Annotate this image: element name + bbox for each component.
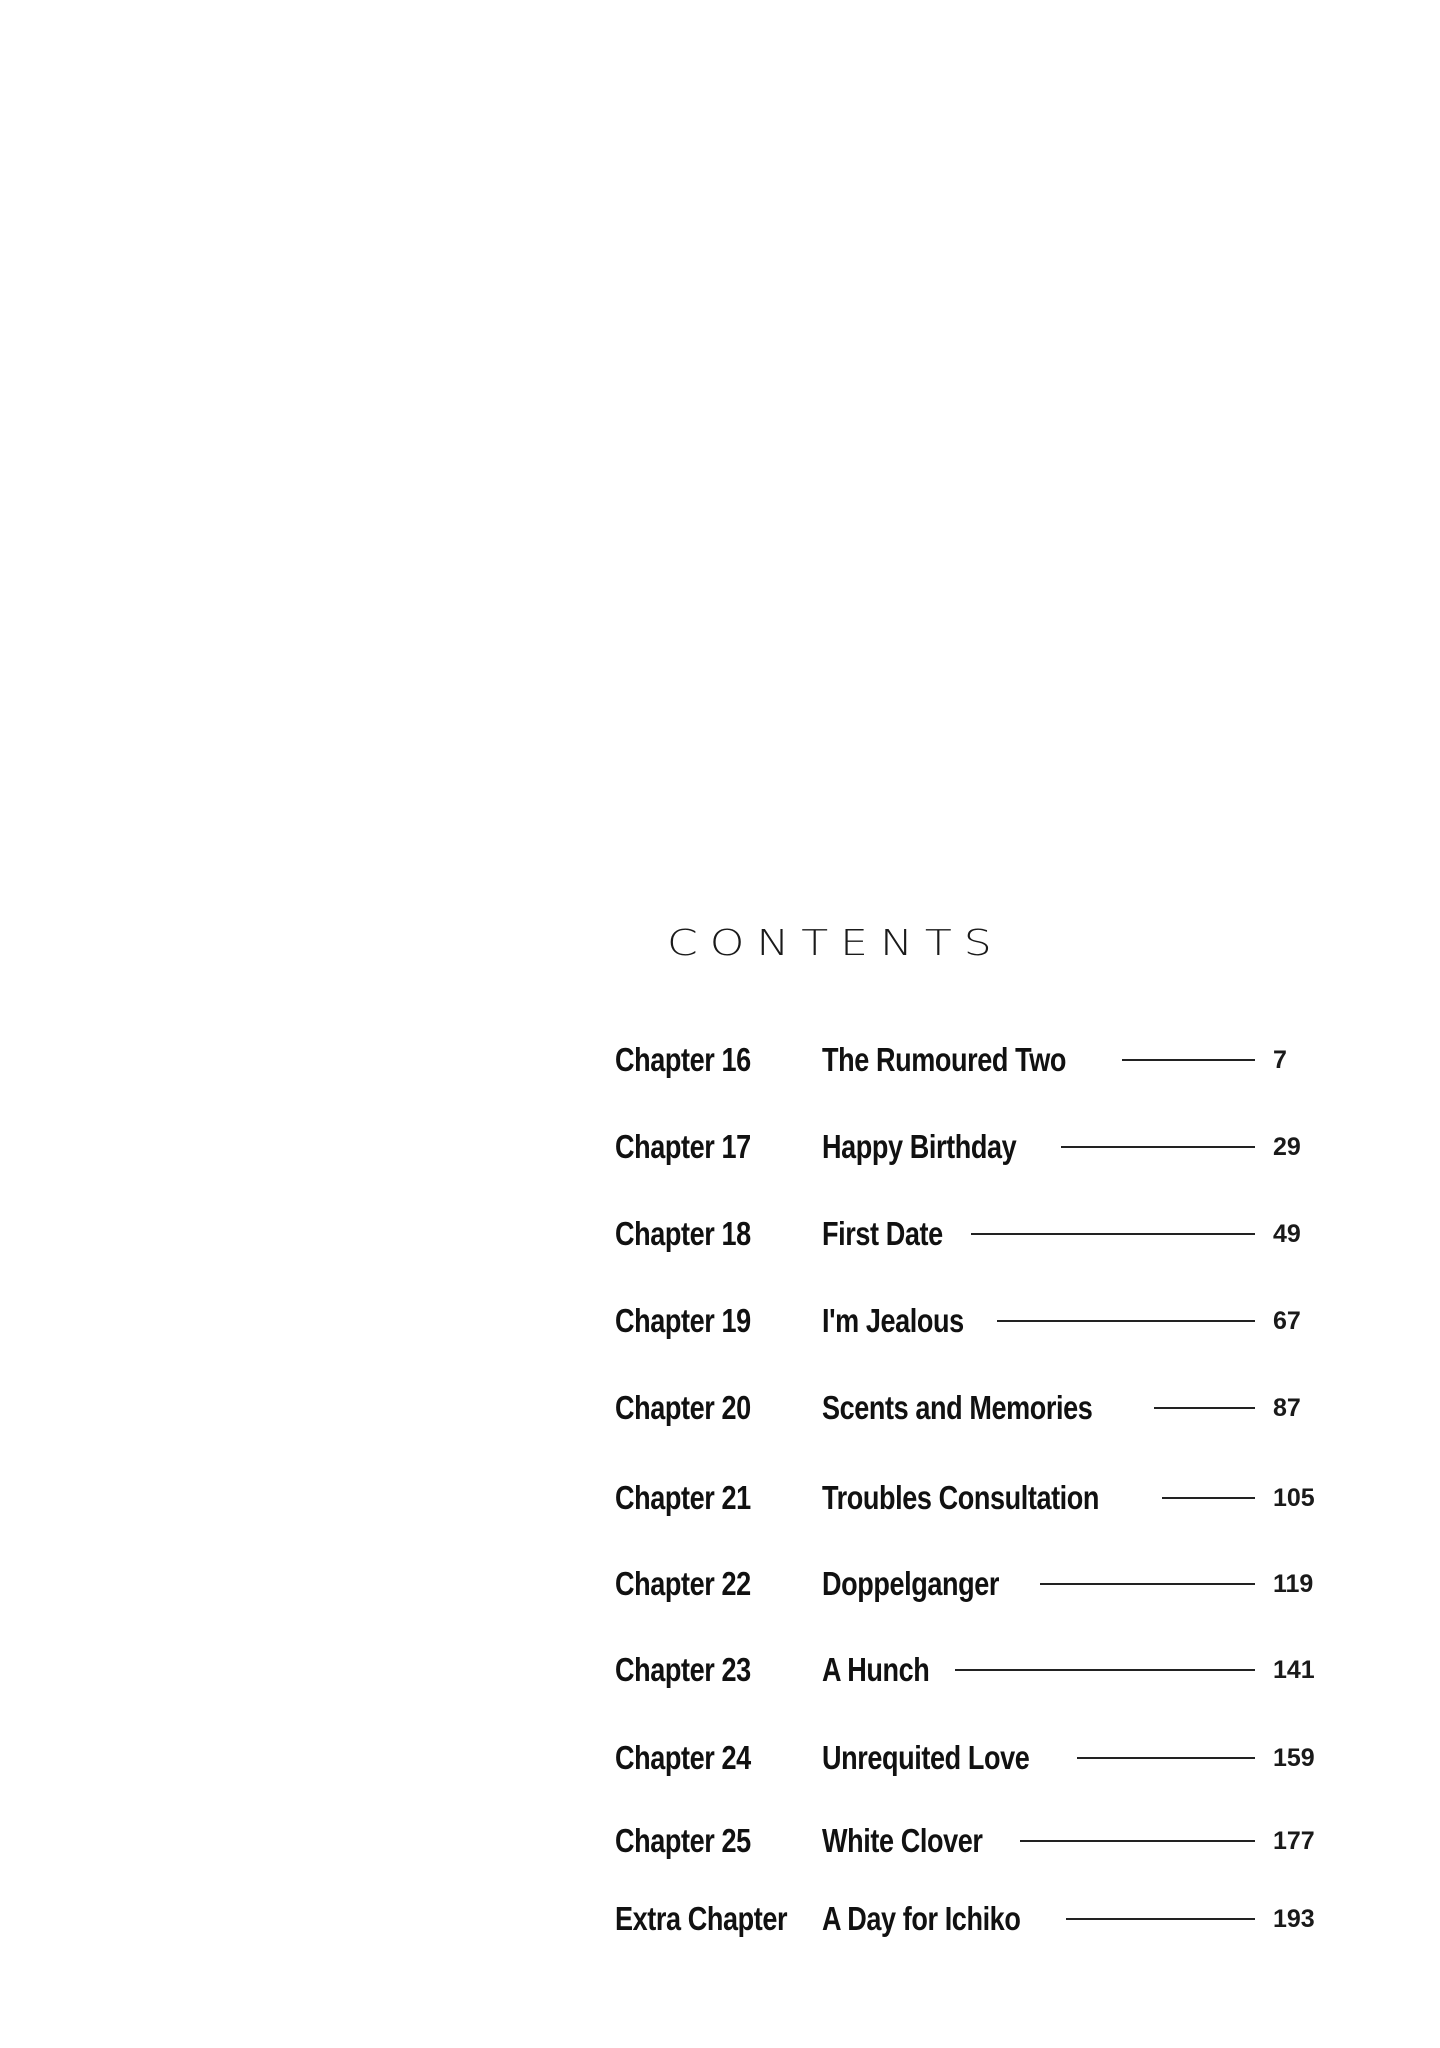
- leader-line: [1066, 1918, 1255, 1920]
- leader-line: [1162, 1497, 1255, 1499]
- chapter-number: Extra Chapter: [615, 1900, 788, 1937]
- chapter-number: Chapter 17: [615, 1128, 751, 1165]
- leader-line: [1061, 1146, 1255, 1148]
- leader-line: [955, 1669, 1255, 1671]
- page-number: 119: [1273, 1569, 1314, 1598]
- leader-line: [971, 1233, 1255, 1235]
- page-number: 29: [1273, 1132, 1301, 1161]
- chapter-title: Happy Birthday: [822, 1128, 1017, 1165]
- toc-entry[interactable]: [615, 1889, 1335, 1949]
- page-number: 105: [1273, 1483, 1315, 1512]
- page-number: 177: [1273, 1826, 1315, 1855]
- chapter-title: I'm Jealous: [822, 1302, 964, 1339]
- toc-entry[interactable]: [615, 1117, 1335, 1177]
- toc-entry[interactable]: [615, 1378, 1335, 1438]
- chapter-title: Scents and Memories: [822, 1389, 1093, 1426]
- page-number: 193: [1273, 1904, 1315, 1933]
- page-number: 141: [1273, 1655, 1315, 1684]
- toc-entry[interactable]: [615, 1291, 1335, 1351]
- contents-heading: CONTENTS: [667, 922, 1004, 964]
- chapter-title: Unrequited Love: [822, 1739, 1030, 1776]
- leader-line: [997, 1320, 1255, 1322]
- chapter-number: Chapter 23: [615, 1651, 751, 1688]
- toc-entry[interactable]: [615, 1728, 1335, 1788]
- toc-entry[interactable]: [615, 1640, 1335, 1700]
- toc-entry[interactable]: [615, 1554, 1335, 1614]
- chapter-number: Chapter 19: [615, 1302, 751, 1339]
- toc-entry[interactable]: [615, 1468, 1335, 1528]
- leader-line: [1154, 1407, 1255, 1409]
- chapter-title: A Day for Ichiko: [822, 1900, 1021, 1937]
- chapter-title: First Date: [822, 1215, 943, 1252]
- page-number: 49: [1273, 1219, 1301, 1248]
- leader-line: [1122, 1059, 1255, 1061]
- chapter-title: Doppelganger: [822, 1565, 1000, 1602]
- page-number: 159: [1273, 1743, 1315, 1772]
- page-number: 7: [1273, 1045, 1287, 1074]
- chapter-title: A Hunch: [822, 1651, 930, 1688]
- table-of-contents: [615, 1030, 1335, 1950]
- page-number: 87: [1273, 1393, 1301, 1422]
- chapter-number: Chapter 21: [615, 1479, 751, 1516]
- chapter-number: Chapter 16: [615, 1041, 751, 1078]
- leader-line: [1077, 1757, 1255, 1759]
- chapter-title: The Rumoured Two: [822, 1041, 1066, 1078]
- toc-entry[interactable]: [615, 1204, 1335, 1264]
- chapter-number: Chapter 20: [615, 1389, 751, 1426]
- chapter-number: Chapter 24: [615, 1739, 751, 1776]
- chapter-number: Chapter 18: [615, 1215, 751, 1252]
- toc-entry[interactable]: [615, 1030, 1335, 1090]
- page-number: 67: [1273, 1306, 1301, 1335]
- chapter-number: Chapter 25: [615, 1822, 751, 1859]
- toc-entry[interactable]: [615, 1811, 1335, 1871]
- leader-line: [1040, 1583, 1255, 1585]
- leader-line: [1020, 1840, 1255, 1842]
- chapter-title: White Clover: [822, 1822, 983, 1859]
- chapter-title: Troubles Consultation: [822, 1479, 1100, 1516]
- chapter-number: Chapter 22: [615, 1565, 751, 1602]
